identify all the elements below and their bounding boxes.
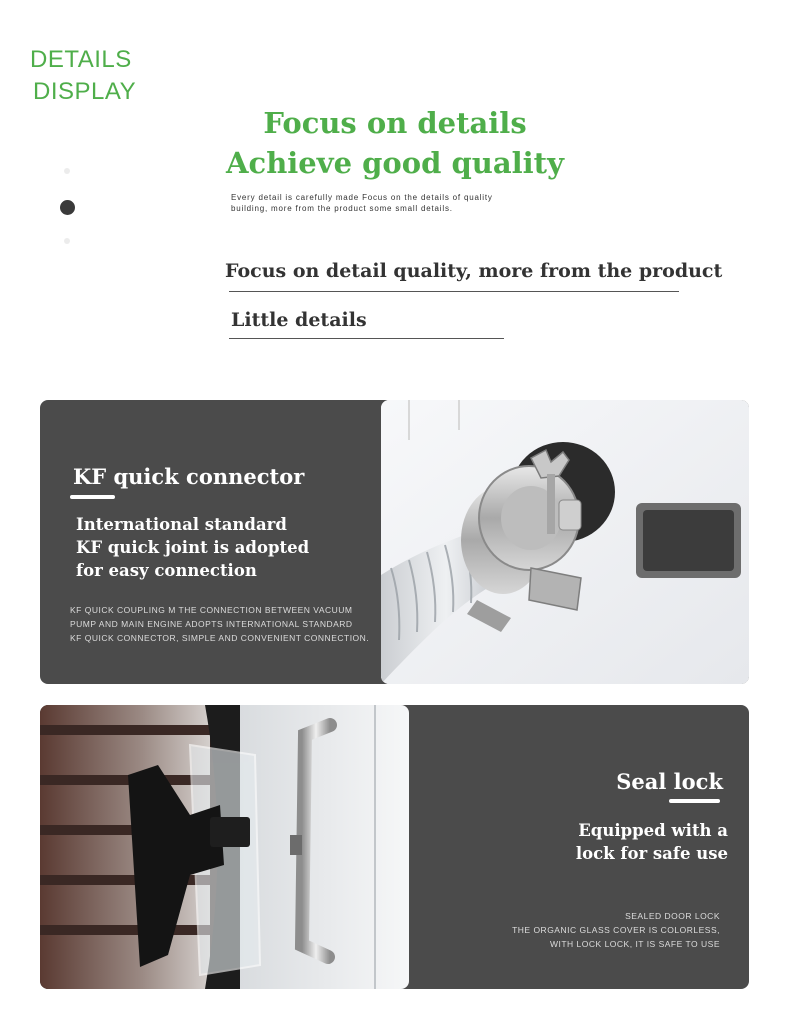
headline-line1: Focus on details: [263, 106, 527, 140]
panel-small-line: KF QUICK COUPLING M THE CONNECTION BETWEEN VACUUM: [70, 605, 353, 615]
panel-body-line: International standard: [76, 515, 287, 534]
panel-small-line: SEALED DOOR LOCK: [625, 911, 720, 921]
focus-line-heading: Focus on detail quality, more from the product: [225, 260, 723, 282]
panel-body-line: Equipped with a: [578, 821, 728, 840]
subtext-line1: Every detail is carefully made Focus on the details of quality: [231, 193, 493, 202]
panel-small-line: WITH LOCK LOCK, IT IS SAFE TO USE: [549, 939, 720, 949]
panel-body: [576, 819, 728, 865]
panel-title-bar: [669, 799, 720, 803]
panel-body-line: KF quick joint is adopted: [76, 538, 310, 557]
kf-connector-panel: [40, 400, 749, 684]
panel-title: Seal lock: [616, 769, 723, 794]
bullet-dot-icon: [60, 200, 75, 215]
panel-small-line: THE ORGANIC GLASS COVER IS COLORLESS,: [512, 925, 720, 935]
panel-small-line: KF QUICK CONNECTOR, SIMPLE AND CONVENIENT CONNECTION.: [70, 633, 370, 643]
panel-small-text: [512, 909, 720, 951]
kf-connector-illustration: [381, 400, 749, 684]
seal-lock-illustration: [40, 705, 409, 989]
panel-title: KF quick connector: [73, 464, 305, 489]
little-details-heading: Little details: [231, 309, 367, 331]
panel-small-text: [70, 603, 369, 645]
seal-lock-photo: [40, 705, 409, 989]
kf-connector-photo: [381, 400, 749, 684]
headline-line2: Achieve good quality: [226, 146, 564, 180]
panel-body-line: lock for safe use: [575, 844, 728, 863]
panel-body: [76, 513, 309, 582]
subtext-line2: building, more from the product some small details.: [231, 204, 453, 213]
side-label-line2: DISPLAY: [33, 78, 137, 105]
faint-dot-icon: [64, 238, 70, 244]
focus-line-underline: [229, 291, 679, 292]
panel-title-bar: [70, 495, 115, 499]
intro-subtext: [231, 192, 591, 214]
little-details-underline: [229, 338, 504, 339]
seal-lock-panel: [40, 705, 749, 989]
details-display-label: [30, 44, 136, 108]
panel-small-line: PUMP AND MAIN ENGINE ADOPTS INTERNATIONAL STANDARD: [70, 619, 353, 629]
side-label-line1: DETAILS: [30, 46, 132, 73]
panel-body-line: for easy connection: [76, 561, 257, 580]
